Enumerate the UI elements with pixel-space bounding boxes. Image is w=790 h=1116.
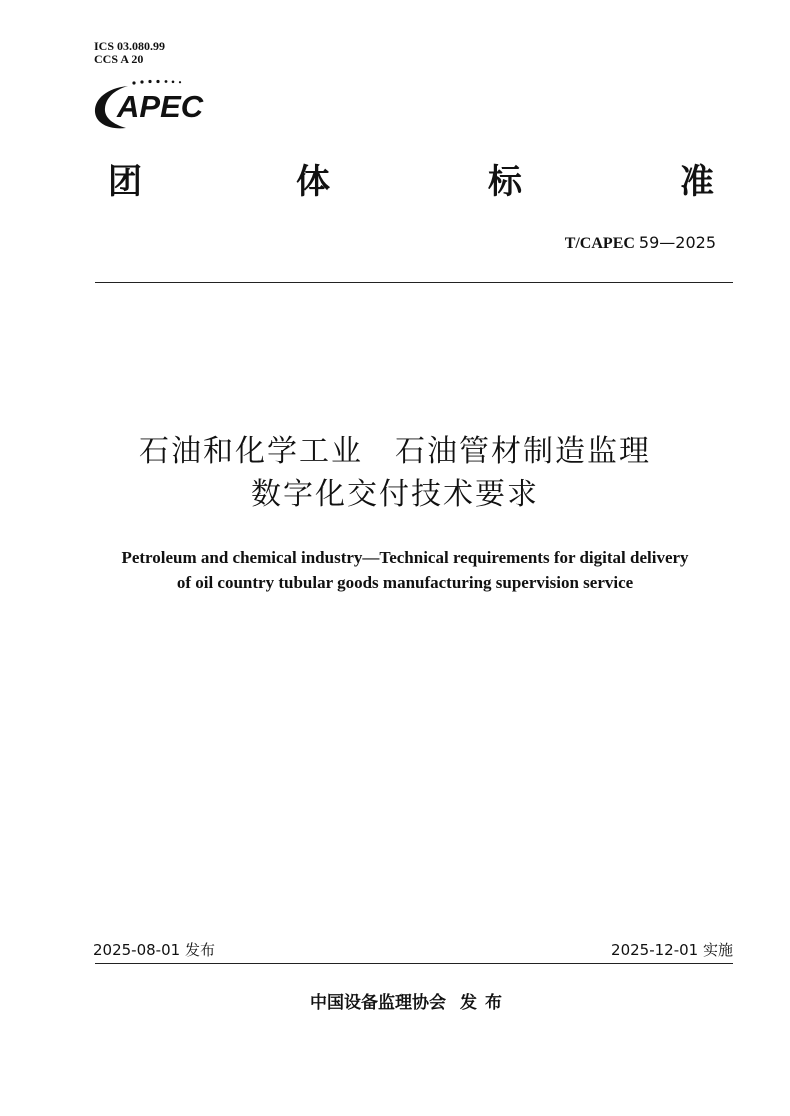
title-en-line-2: of oil country tubular goods manufacturing supervision service [176, 573, 634, 592]
title-cn-line-2: 数字化交付技术要求 [251, 477, 539, 512]
logo-dot [148, 80, 151, 83]
capec-logo [92, 74, 222, 134]
ccs-code: CCS A 20 [94, 52, 144, 66]
standard-number-prefix: T/CAPEC [564, 235, 635, 252]
standard-kind-heading [0, 158, 790, 206]
standard-kind-char: 准 [680, 162, 714, 202]
standard-kind-char: 标 [488, 162, 522, 202]
logo-dot [140, 80, 143, 83]
header-divider [95, 282, 733, 283]
title-en-line-1: Petroleum and chemical industry—Technical requirements for digital delivery [121, 548, 689, 567]
footer-divider [95, 963, 733, 964]
standard-number [565, 233, 716, 253]
logo-dot [172, 81, 175, 84]
standard-kind-char: 团 [108, 162, 142, 202]
logo-dot [132, 81, 135, 84]
issue-date: 2025-08-01 发布 [93, 941, 215, 959]
logo-dot [156, 80, 159, 83]
logo-dot [165, 80, 168, 83]
title-cn-line-1: 石油和化学工业 石油管材制造监理 [139, 434, 651, 469]
ics-code: ICS 03.080.99 [94, 39, 166, 53]
publisher-action: 发布 [460, 993, 510, 1013]
logo-dot [179, 81, 181, 83]
classification-codes [94, 40, 165, 66]
logo-wordmark: APEC [117, 89, 204, 124]
publisher [0, 991, 790, 1015]
standard-number-value: 59—2025 [638, 233, 716, 252]
publisher-name: 中国设备监理协会 [310, 993, 446, 1013]
implementation-date: 2025-12-01 实施 [611, 941, 733, 959]
standard-kind-char: 体 [296, 162, 330, 202]
